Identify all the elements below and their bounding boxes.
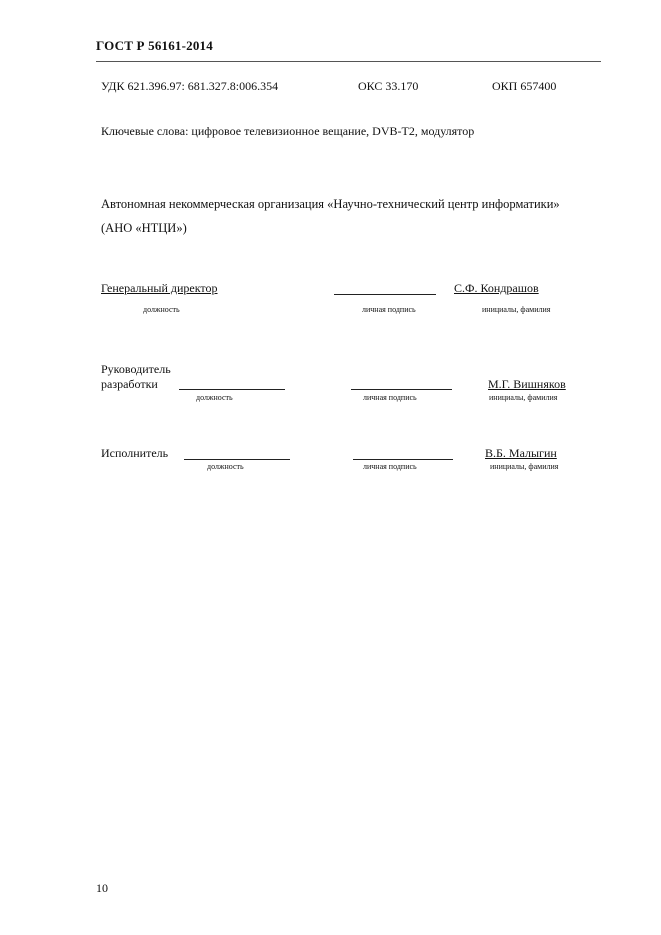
- header-rule: [96, 61, 601, 62]
- signature-name: М.Г. Вишняков: [488, 377, 566, 391]
- signature-caption: личная подпись: [363, 393, 417, 402]
- position-caption: должность: [143, 305, 180, 314]
- position-caption: должность: [196, 393, 233, 402]
- signature-position-continued: разработки: [101, 377, 158, 391]
- name-caption: инициалы, фамилия: [490, 462, 559, 471]
- organization-abbrev: (АНО «НТЦИ»): [101, 221, 187, 235]
- oks-code: ОКС 33.170: [358, 79, 419, 93]
- position-line: [179, 389, 285, 390]
- name-caption: инициалы, фамилия: [489, 393, 558, 402]
- name-caption: инициалы, фамилия: [482, 305, 551, 314]
- signature-name: С.Ф. Кондрашов: [454, 281, 539, 295]
- signature-caption: личная подпись: [362, 305, 416, 314]
- document-header: ГОСТ Р 56161-2014: [96, 38, 213, 53]
- signature-line: [353, 459, 453, 460]
- organization-name: Автономная некоммерческая организация «Научно-технический центр информатики»: [101, 197, 560, 211]
- signature-name: В.Б. Малыгин: [485, 446, 557, 460]
- signature-line: [351, 389, 452, 390]
- signature-line: [334, 294, 436, 295]
- page-number: 10: [96, 881, 108, 895]
- signature-position: Генеральный директор: [101, 281, 218, 295]
- okp-code: ОКП 657400: [492, 79, 557, 93]
- position-caption: должность: [207, 462, 244, 471]
- udk-code: УДК 621.396.97: 681.327.8:006.354: [101, 79, 279, 93]
- signature-position: Исполнитель: [101, 446, 169, 460]
- signature-caption: личная подпись: [363, 462, 417, 471]
- keywords: Ключевые слова: цифровое телевизионное вещание, DVB-T2, модулятор: [101, 124, 475, 138]
- signature-position: Руководитель: [101, 362, 171, 376]
- position-line: [184, 459, 290, 460]
